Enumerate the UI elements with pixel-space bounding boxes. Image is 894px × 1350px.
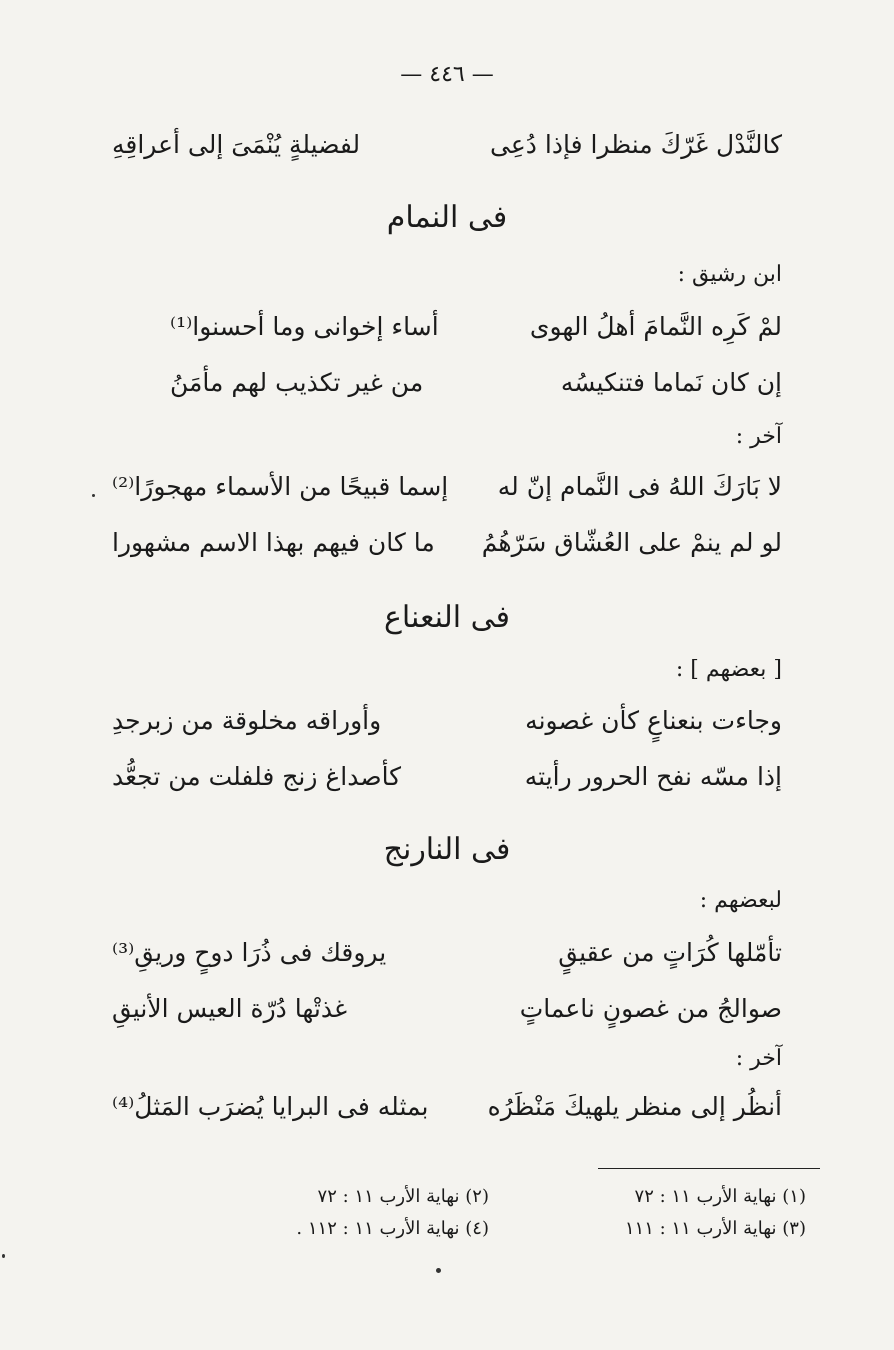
page-number: — ٤٤٦ — bbox=[400, 62, 494, 87]
poet-attribution: آخر : bbox=[735, 1046, 782, 1071]
verse-line bbox=[170, 368, 782, 397]
verse-first-hemistich: إذا مسّه نفح الحرور رأيته bbox=[524, 762, 782, 791]
verse-second-hemistich: وأوراقه مخلوقة من زبرجدِ bbox=[112, 706, 382, 735]
verse-line bbox=[112, 938, 782, 967]
verse-second-hemistich: إسما قبيحًا من الأسماء مهجورًا⁽²⁾ bbox=[112, 472, 449, 501]
footnote: (١) نهاية الأرب ١١ : ٧٢ bbox=[634, 1186, 806, 1207]
verse-line bbox=[112, 472, 782, 501]
verse-second-hemistich: كأصداغ زنج فلفلت من تجعُّد bbox=[112, 762, 402, 791]
poet-attribution: ابن رشيق : bbox=[677, 262, 782, 287]
verse-first-hemistich: لمْ كَرِه النَّمامَ أهلُ الهوى bbox=[529, 312, 782, 341]
verse-line bbox=[112, 528, 782, 557]
verse-first-hemistich: إن كان نَماما فتنكيسُه bbox=[560, 368, 782, 397]
verse-second-hemistich: يروقك فى ذُرَا دوحٍ وريقِ⁽³⁾ bbox=[112, 938, 387, 967]
section-heading: فى النارنج bbox=[383, 832, 511, 867]
verse-second-hemistich: لفضيلةٍ يُنْمَىَ إلى أعراقِهِ bbox=[112, 130, 361, 159]
verse-first-hemistich: كالنَّدْل غَرّكَ منظرا فإذا دُعِى bbox=[490, 130, 782, 159]
ink-speck bbox=[2, 1254, 5, 1258]
footnote: (٢) نهاية الأرب ١١ : ٧٢ bbox=[317, 1186, 489, 1207]
poet-attribution: لبعضهم : bbox=[699, 888, 782, 913]
verse-first-hemistich: صوالجُ من غصونٍ ناعماتٍ bbox=[519, 994, 782, 1023]
verse-second-hemistich: أساء إخوانى وما أحسنوا⁽¹⁾ bbox=[170, 312, 439, 341]
verse-line bbox=[112, 130, 782, 159]
footnote: (٤) نهاية الأرب ١١ : ١١٢ . bbox=[296, 1218, 489, 1239]
verse-first-hemistich: تأمّلها كُرَاتٍ من عقيقٍ bbox=[558, 938, 782, 967]
section-heading: فى النعناع bbox=[384, 600, 510, 635]
ink-speck bbox=[92, 494, 95, 497]
poet-attribution: آخر : bbox=[735, 424, 782, 449]
verse-first-hemistich: أنظُر إلى منظر يلهيكَ مَنْظَرُه bbox=[487, 1092, 782, 1121]
footnote-separator bbox=[598, 1168, 820, 1169]
verse-line bbox=[170, 312, 782, 341]
footnote: (٣) نهاية الأرب ١١ : ١١١ bbox=[624, 1218, 806, 1239]
verse-second-hemistich: غذتْها دُرّة العيس الأنيقِ bbox=[112, 994, 348, 1023]
verse-second-hemistich: من غير تكذيب لهم مأمَنُ bbox=[170, 368, 424, 397]
verse-line bbox=[112, 1092, 782, 1121]
poet-attribution: [ بعضهم ] : bbox=[675, 657, 782, 682]
ink-speck bbox=[436, 1268, 441, 1273]
section-heading: فى النمام bbox=[386, 200, 508, 235]
verse-line bbox=[112, 706, 782, 735]
verse-second-hemistich: ما كان فيهم بهذا الاسم مشهورا bbox=[112, 528, 435, 557]
verse-first-hemistich: لو لم ينمْ على العُشّاق سَرّهُمُ bbox=[481, 528, 782, 557]
verse-second-hemistich: بمثله فى البرايا يُضرَب المَثلُ⁽⁴⁾ bbox=[112, 1092, 429, 1121]
verse-first-hemistich: وجاءت بنعناعٍ كأن غصونه bbox=[525, 706, 782, 735]
verse-line bbox=[112, 762, 782, 791]
verse-first-hemistich: لا بَارَكَ اللهُ فى النَّمام إنّ له bbox=[497, 472, 782, 501]
verse-line bbox=[112, 994, 782, 1023]
